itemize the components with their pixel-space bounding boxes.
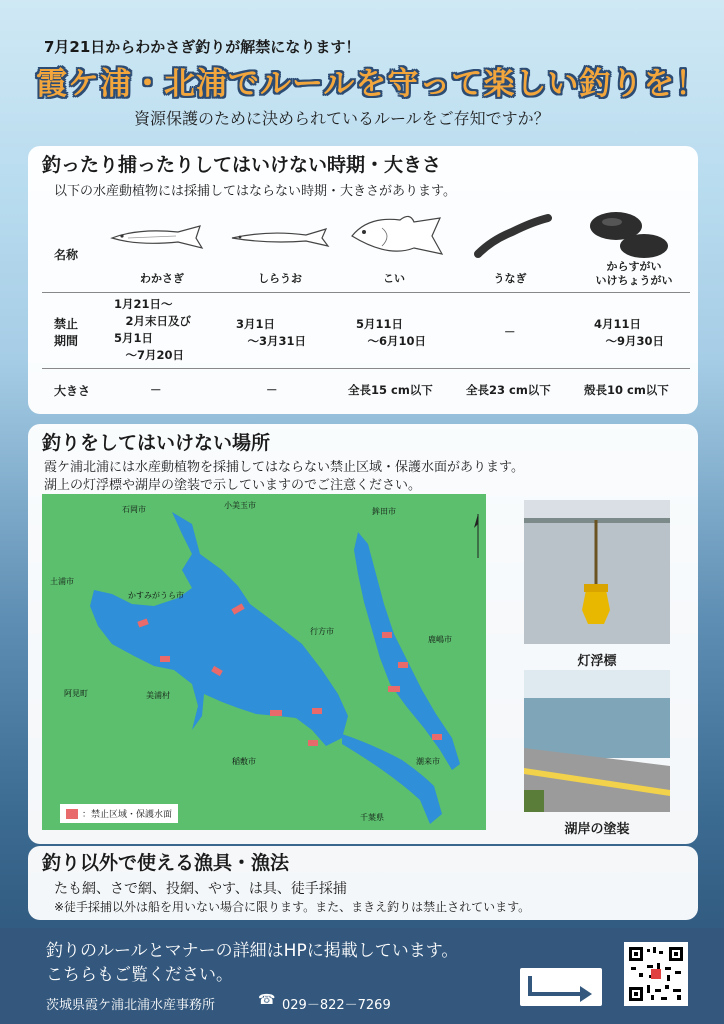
size-mussels: 殻長10 cm以下 (584, 383, 669, 397)
phone-number: 029－822－7269 (282, 998, 391, 1013)
map-legend (60, 804, 178, 823)
size-unagi: 全長23 cm以下 (466, 383, 551, 397)
size-koi: 全長15 cm以下 (348, 383, 433, 397)
subtitle: 資源保護のために決められているルールをご存知ですか？ (134, 109, 550, 128)
map-label-inashiki: 稲敷市 (232, 757, 256, 766)
table-divider (42, 292, 690, 293)
period-mussels: 4月11日 ～9月30日 (594, 317, 665, 348)
size-wakasagi: － (150, 383, 162, 397)
buoy-photo (524, 500, 670, 644)
legend-label: ：禁止区域・保護水面 (82, 810, 173, 820)
announcement: 7月21日からわかさぎ釣りが解禁になります！ (44, 38, 361, 56)
period-unagi: － (504, 325, 516, 339)
carp-fish-icon (348, 210, 446, 260)
animal-name-mussels: からすがい いけちょうがい (595, 260, 673, 287)
eel-icon (472, 210, 552, 260)
section2-title: 釣りをしてはいけない場所 (42, 432, 271, 454)
lake-map (42, 494, 486, 830)
map-label-chiba: 千葉県 (360, 813, 384, 822)
section3-line1: たも網、さで網、投網、やす、は具、徒手採捕 (54, 881, 347, 897)
row-label-size: 大きさ (54, 384, 91, 398)
wakasagi-fish-icon (108, 220, 208, 254)
buoy-caption: 灯浮標 (577, 654, 617, 669)
map-label-itako: 潮来市 (416, 757, 440, 766)
office-name: 茨城県霞ケ浦北浦水産事務所 (46, 998, 216, 1013)
animal-name-wakasagi: わかさぎ (140, 272, 184, 285)
map-label-omitama: 小美玉市 (224, 501, 256, 510)
table-divider (42, 368, 690, 369)
qr-code[interactable] (624, 942, 688, 1006)
section1-text: 以下の水産動植物には採捕してはならない時期・大きさがあります。 (54, 184, 456, 199)
size-shirauo: － (266, 383, 278, 397)
animal-name-koi: こい (383, 272, 405, 285)
map-label-miho: 美浦村 (146, 691, 170, 700)
map-label-kasumigaura: かすみがうら市 (128, 591, 184, 600)
section2-text-line2: 湖上の灯浮標や湖岸の塗装で示していますのでご注意ください。 (44, 478, 422, 493)
row-label-name: 名称 (54, 248, 79, 262)
animal-name-shirauo: しらうお (258, 272, 302, 285)
arrow-box (520, 968, 602, 1006)
telephone-icon: ☎ (258, 992, 276, 1008)
map-label-kashima: 鹿嶋市 (428, 635, 452, 644)
period-koi: 5月11日 ～6月10日 (356, 317, 427, 348)
period-wakasagi: 1月21日～ 2月末日及び 5月1日 ～7月20日 (114, 297, 192, 362)
shirauo-fish-icon (228, 224, 332, 250)
map-label-namegata: 行方市 (310, 627, 334, 636)
restricted-area-swatch (66, 809, 78, 819)
map-label-tsuchiura: 土浦市 (50, 577, 74, 586)
header (0, 0, 724, 140)
shore-paint-caption: 湖岸の塗装 (564, 822, 630, 837)
period-shirauo: 3月1日 ～3月31日 (236, 317, 307, 348)
animal-name-unagi: うなぎ (493, 272, 527, 285)
main-title: 霞ケ浦・北浦でルールを守って楽しい釣りを！ (36, 66, 708, 102)
footer-line2: こちらもご覧ください。 (46, 965, 233, 985)
qr-code-graphic (627, 945, 685, 1003)
mussel-shell-icon (584, 206, 674, 262)
footer-line1: 釣りのルールとマナーの詳細はHPに掲載しています。 (46, 941, 459, 961)
lake-map-graphic (42, 494, 486, 830)
section3-title: 釣り以外で使える漁具・漁法 (42, 852, 290, 874)
footer (0, 928, 724, 1024)
arrow-right-icon (520, 968, 602, 1006)
map-label-hokota: 鉾田市 (372, 507, 396, 516)
section1-title: 釣ったり捕ったりしてはいけない時期・大きさ (42, 154, 442, 176)
section2-text-line1: 霞ケ浦北浦には水産動植物を採捕してはならない禁止区域・保護水面があります。 (44, 460, 524, 475)
map-label-ishioka: 石岡市 (122, 505, 146, 514)
shore-paint-photo (524, 670, 670, 812)
restriction-period-size-panel (28, 146, 698, 414)
no-fishing-area-panel (28, 424, 698, 844)
section3-line2: ※徒手採捕以外は船を用いない場合に限ります。また、まきえ釣りは禁止されています。 (54, 900, 531, 914)
allowed-gear-panel (28, 846, 698, 920)
row-label-period: 禁止 期間 (54, 317, 79, 348)
map-label-ami: 阿見町 (64, 689, 88, 698)
